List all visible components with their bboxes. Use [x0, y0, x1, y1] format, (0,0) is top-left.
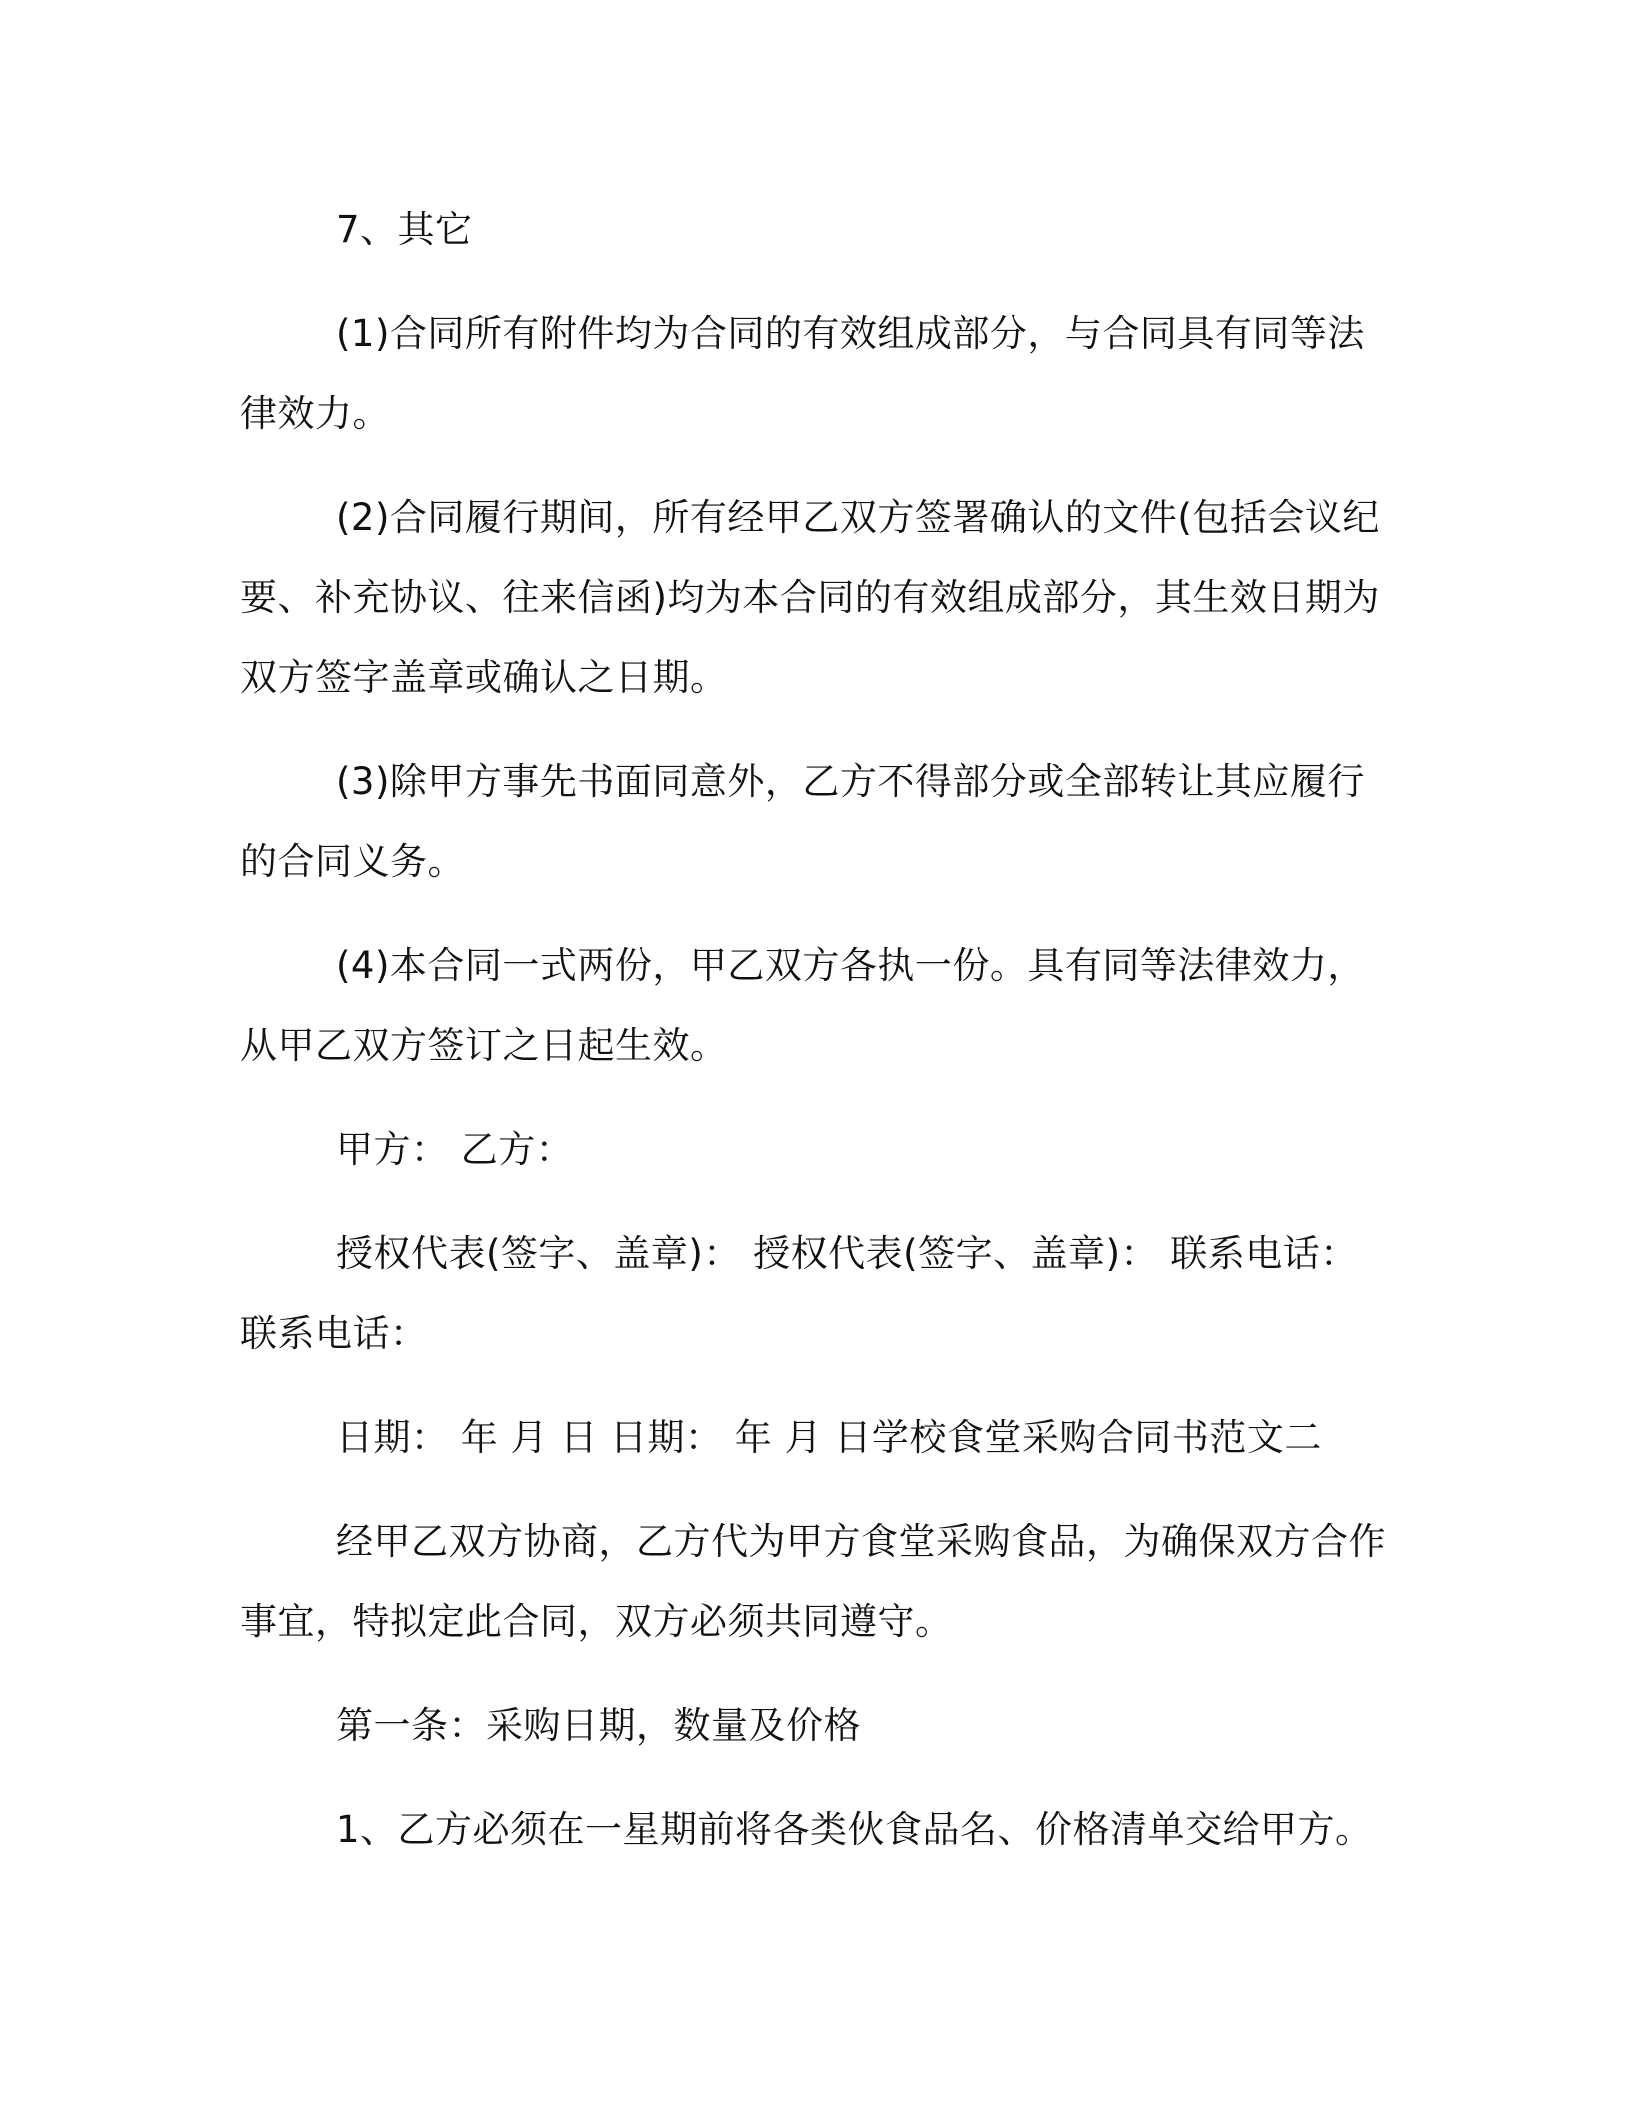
representative-line: 授权代表(签字、盖章)： 授权代表(签字、盖章)： 联系电话： 联系电话：: [240, 1232, 1358, 1355]
section-heading-other: 7、其它: [336, 208, 473, 251]
clause-3-transfer: (3)除甲方事先书面同意外，乙方不得部分或全部转让其应履行的合同义务。: [240, 760, 1365, 883]
clause-2-documents: (2)合同履行期间，所有经甲乙双方签署确认的文件(包括会议纪要、补充协议、往来信函)均为本合同的有效组成部分，其生效日期为双方签字盖章或确认之日期。: [240, 496, 1380, 699]
party-line: 甲方： 乙方：: [336, 1128, 574, 1171]
article-1-item-1: 1、乙方必须在一星期前将各类伙食品名、价格清单交给甲方。: [336, 1808, 1373, 1851]
document-page: [240, 190, 1392, 1894]
date-line: 日期： 年 月 日 日期： 年 月 日学校食堂采购合同书范文二: [336, 1416, 1322, 1459]
clause-4-copies: (4)本合同一式两份，甲乙双方各执一份。具有同等法律效力，从甲乙双方签订之日起生效。: [240, 944, 1365, 1067]
intro-paragraph: 经甲乙双方协商，乙方代为甲方食堂采购食品，为确保双方合作事宜，特拟定此合同，双方必须共同遵守。: [240, 1520, 1386, 1643]
article-1-heading: 第一条：采购日期，数量及价格: [336, 1704, 861, 1747]
clause-1-attachments: (1)合同所有附件均为合同的有效组成部分，与合同具有同等法律效力。: [240, 312, 1365, 435]
